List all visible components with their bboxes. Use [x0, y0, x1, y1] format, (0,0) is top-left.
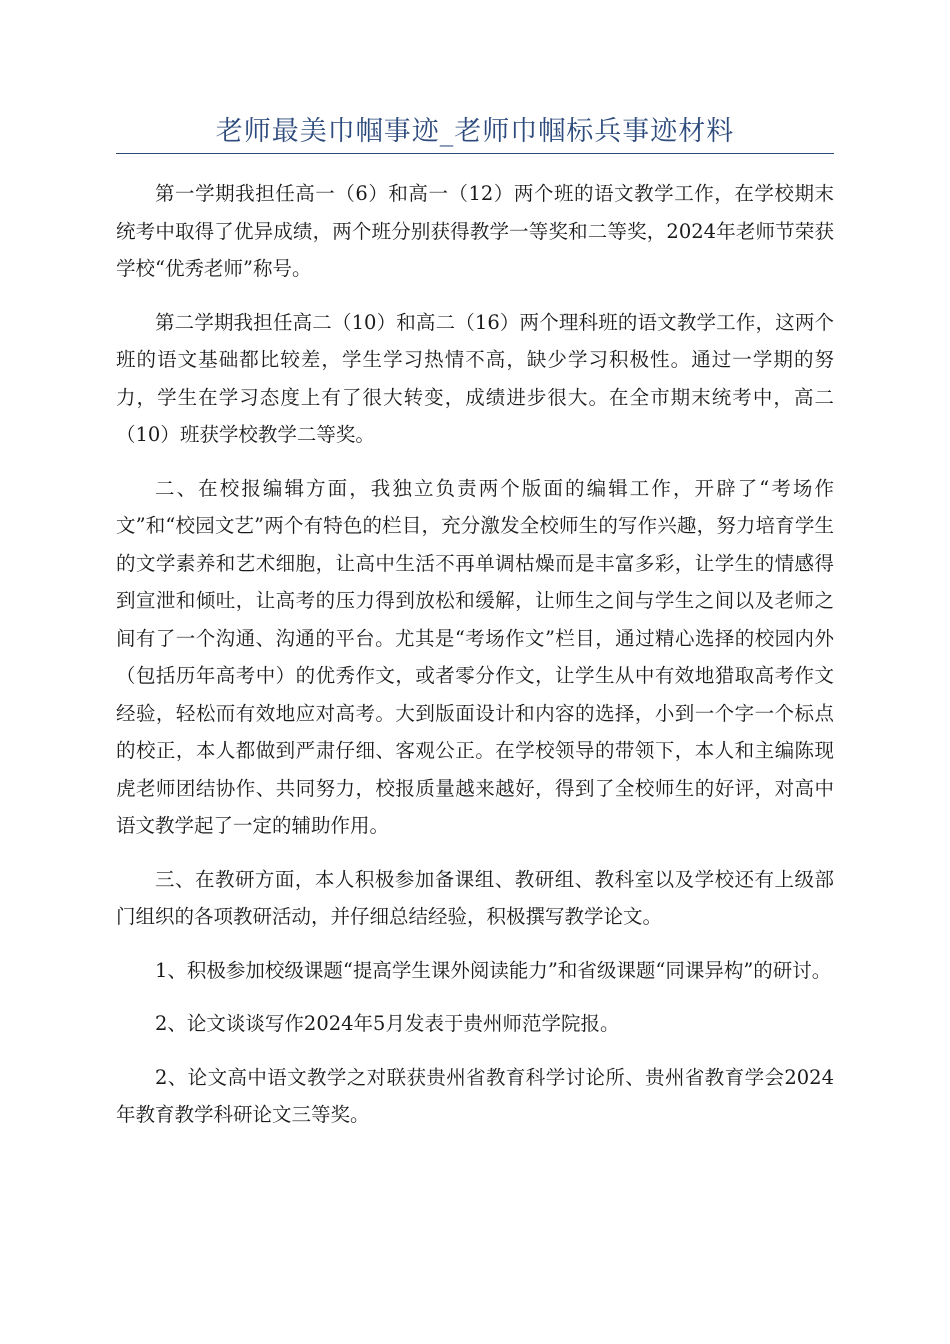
- document-title: 老师最美巾帼事迹_老师巾帼标兵事迹材料: [215, 116, 735, 147]
- paragraph-school-newspaper: 二、在校报编辑方面，我独立负责两个版面的编辑工作，开辟了“考场作文”和“校园文艺”两个有特色的栏目，充分激发全校师生的写作兴趣，努力培育学生的文学素养和艺术细胞，让高中生活不再单调枯燥而是丰富多彩，让学生的情感得到宣泄和倾吐，让高考的压力得到放松和缓解，让师生之间与学生之间以及老师之间有了一个沟通、沟通的平台。尤其是“考场作文”栏目，通过精心选择的校园内外（包括历年高考中）的优秀作文，或者零分作文，让学生从中有效地猎取高考作文经验，轻松而有效地应对高考。大到版面设计和内容的选择，小到一个字一个标点的校正，本人都做到严肃仔细、客观公正。在学校领导的带领下，本人和主编陈现虎老师团结协作、共同努力，校报质量越来越好，得到了全校师生的好评，对高中语文教学起了一定的辅助作用。: [116, 476, 834, 837]
- paragraph-research-item-3: 2、论文高中语文教学之对联获贵州省教育科学讨论所、贵州省教育学会2024年教育教学科研论文三等奖。: [116, 1065, 834, 1126]
- document-body: [116, 175, 834, 1150]
- paragraph-second-semester: 第二学期我担任高二（10）和高二（16）两个理科班的语文教学工作，这两个班的语文基础都比较差，学生学习热情不高，缺少学习积极性。通过一学期的努力，学生在学习态度上有了很大转变，成绩进步很大。在全市期末统考中，高二（10）班获学校教学二等奖。: [116, 310, 834, 446]
- title-underline: [116, 153, 834, 154]
- paragraph-first-semester: 第一学期我担任高一（6）和高一（12）两个班的语文教学工作，在学校期末统考中取得了优异成绩，两个班分别获得教学一等奖和二等奖，2024年老师节荣获学校“优秀老师”称号。: [116, 182, 834, 280]
- paragraph-research-item-1: 1、积极参加校级课题“提高学生课外阅读能力”和省级课题“同课异构”的研讨。: [155, 958, 832, 982]
- paragraph-teaching-research: 三、在教研方面，本人积极参加备课组、教研组、教科室以及学校还有上级部门组织的各项教研活动，并仔细总结经验，积极撰写教学论文。: [116, 867, 834, 928]
- paragraph-research-item-2: 2、论文谈谈写作2024年5月发表于贵州师范学院报。: [155, 1012, 620, 1035]
